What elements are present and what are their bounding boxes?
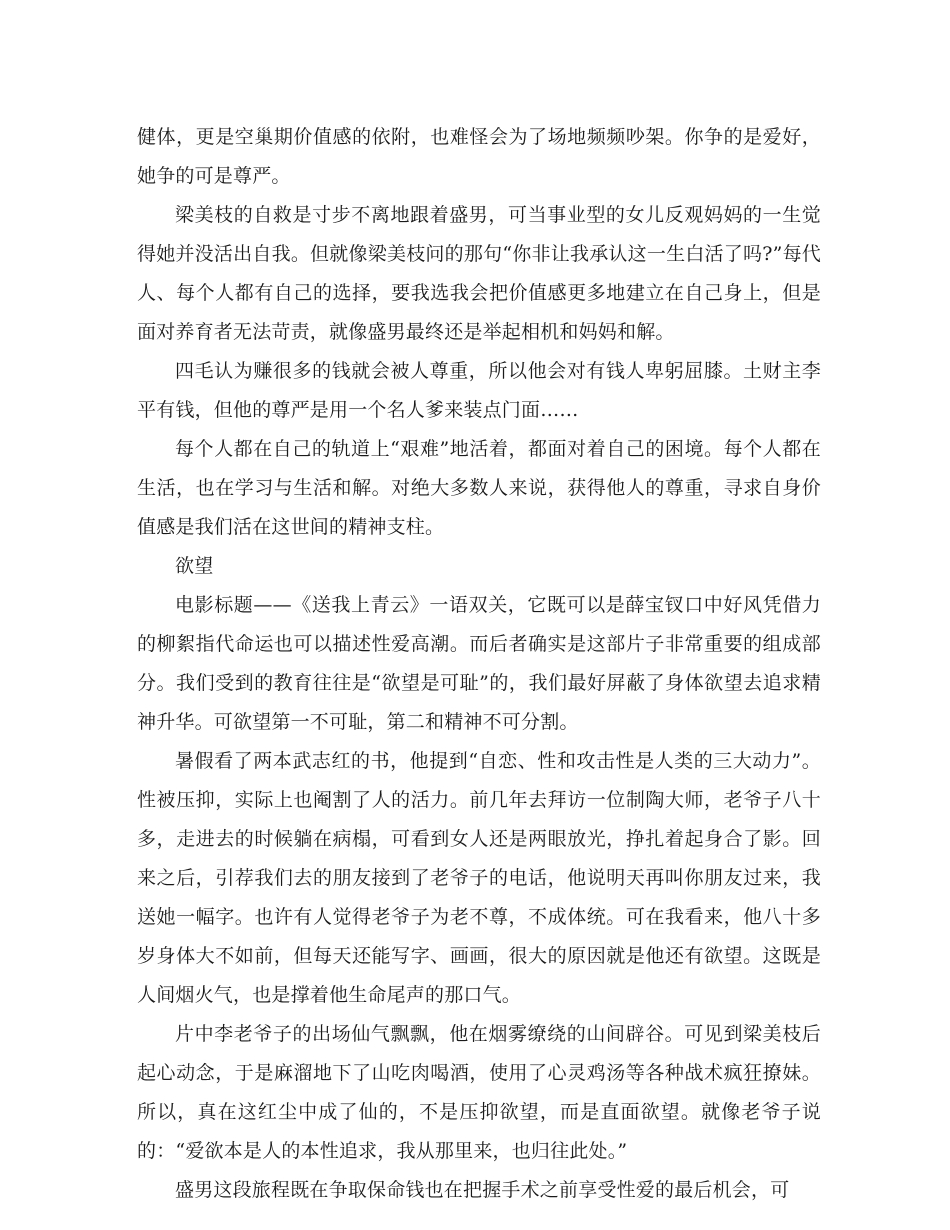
paragraph: 四毛认为赚很多的钱就会被人尊重，所以他会对有钱人卑躬屈膝。土财主李平有钱，但他的尊严是用一个名人爹来装点门面…… [137, 360, 821, 421]
paragraph: 暑假看了两本武志红的书，他提到“自恋、性和攻击性是人类的三大动力”。性被压抑，实际上也阉割了人的活力。前几年去拜访一位制陶大师，老爷子八十多，走进去的时候躺在病榻，可看到女人还是两眼放光，挣扎着起身合了影。回来之后，引荐我们去的朋友接到了老爷子的电话，他说明天再叫你朋友过来，我送她一幅字。也许有人觉得老爷子为老不尊，不成体统。可在我看来，他八十多岁身体大不如前，但每天还能写字、画画，很大的原因就是他还有欲望。这既是人间烟火气，也是撑着他生命尾声的那口气。 [137, 750, 821, 1006]
document-body [137, 118, 821, 1210]
paragraph: 电影标题——《送我上青云》一语双关，它既可以是薛宝钗口中好风凭借力的柳絮指代命运也可以描述性爱高潮。而后者确实是这部片子非常重要的组成部分。我们受到的教育往往是“欲望是可耻”的，我们最好屏蔽了身体欲望去追求精神升华。可欲望第一不可耻，第二和精神不可分割。 [137, 594, 821, 733]
paragraph: 梁美枝的自救是寸步不离地跟着盛男，可当事业型的女儿反观妈妈的一生觉得她并没活出自我。但就像梁美枝问的那句“你非让我承认这一生白活了吗?”每代人、每个人都有自己的选择，要我选我会把价值感更多地建立在自己身上，但是面对养育者无法苛责，就像盛男最终还是举起相机和妈妈和解。 [137, 204, 821, 343]
paragraph: 盛男这段旅程既在争取保命钱也在把握手术之前享受性爱的最后机会，可 [175, 1179, 790, 1201]
paragraph: 每个人都在自己的轨道上“艰难”地活着，都面对着自己的困境。每个人都在生活，也在学习与生活和解。对绝大多数人来说，获得他人的尊重，寻求自身价值感是我们活在这世间的精神支柱。 [137, 438, 821, 538]
paragraph-continuation: 健体，更是空巢期价值感的依附，也难怪会为了场地频频吵架。你争的是爱好，她争的可是尊严。 [137, 126, 821, 187]
section-heading: 欲望 [175, 555, 214, 577]
paragraph: 片中李老爷子的出场仙气飘飘，他在烟雾缭绕的山间辟谷。可见到梁美枝后起心动念，于是麻溜地下了山吃肉喝酒，使用了心灵鸡汤等各种战术疯狂撩妹。所以，真在这红尘中成了仙的，不是压抑欲望，而是直面欲望。就像老爷子说的：“爱欲本是人的本性追求，我从那里来，也归往此处。” [137, 1023, 821, 1162]
